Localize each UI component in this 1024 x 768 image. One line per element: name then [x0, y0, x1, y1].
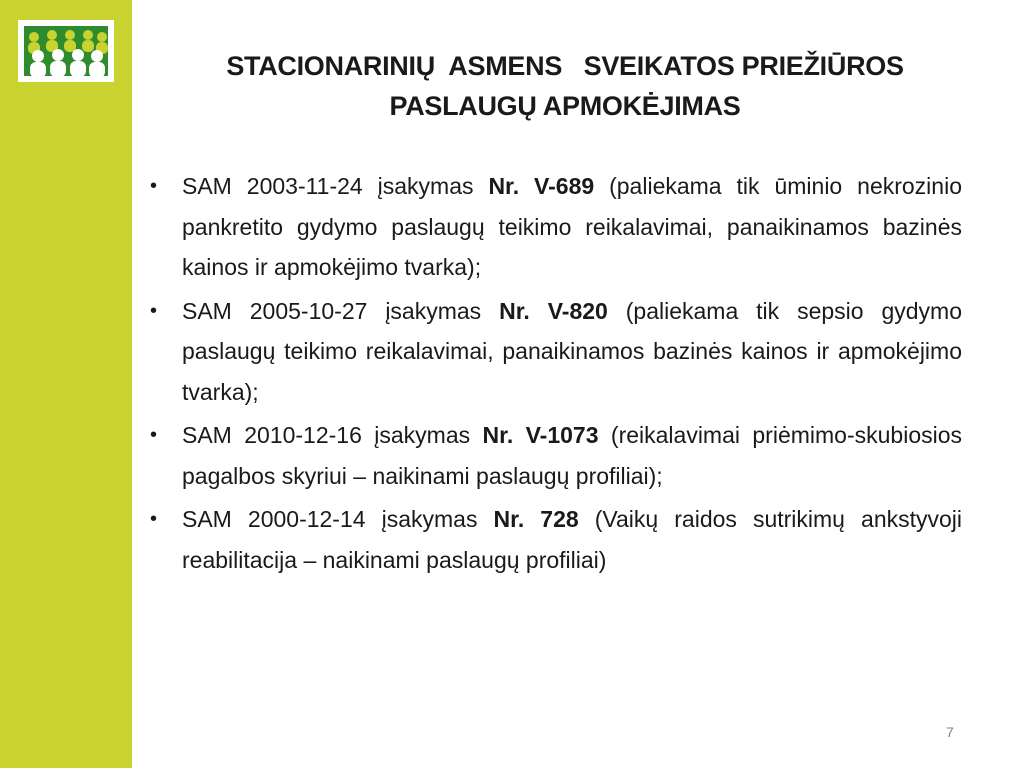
order-number: Nr. V-1073	[482, 422, 599, 448]
slide-title-line-1: STACIONARINIŲ ASMENS SVEIKATOS PRIEŽIŪROS	[226, 51, 904, 81]
left-sidebar-band	[0, 0, 132, 768]
slide-title-line-2: PASLAUGŲ APMOKĖJIMAS	[389, 91, 741, 121]
order-prefix: SAM 2003-11-24 įsakymas	[182, 173, 489, 199]
people-group-icon-graphic	[24, 26, 108, 76]
bullet-list	[150, 166, 962, 583]
order-prefix: SAM 2010-12-16 įsakymas	[182, 422, 483, 448]
order-number: Nr. V-689	[488, 173, 595, 199]
bullet-icon: •	[150, 508, 158, 530]
people-group-icon	[24, 26, 108, 76]
bullet-icon: •	[150, 175, 158, 197]
list-item	[150, 166, 962, 288]
order-description: (paliekama tik ūminio nekrozinio pankretito gydymo paslaugų teikimo reikalavimai, panaikinamos bazinės kainos ir apmokėjimo tvarka);	[182, 173, 962, 280]
order-prefix: SAM 2000-12-14 įsakymas	[182, 506, 494, 532]
slide-title	[140, 46, 990, 126]
list-item	[150, 291, 962, 413]
order-prefix: SAM 2005-10-27 įsakymas	[182, 297, 500, 324]
logo	[18, 20, 114, 82]
order-description: (reikalavimai priėmimo-skubiosios pagalbos skyriui – naikinami paslaugų profiliai);	[182, 422, 963, 489]
order-number: Nr. 728	[493, 506, 579, 532]
list-item	[150, 415, 962, 496]
list-item	[150, 499, 962, 580]
bullet-icon: •	[150, 299, 158, 322]
order-number: Nr. V-820	[499, 297, 608, 324]
page-number: 7	[946, 724, 954, 740]
order-description: (Vaikų raidos sutrikimų ankstyvoji reabilitacija – naikinami paslaugų profiliai)	[182, 506, 963, 573]
order-description: (paliekama tik sepsio gydymo paslaugų teikimo reikalavimai, panaikinamos bazinės kainos ir apmokėjimo tvarka);	[182, 297, 963, 405]
bullet-icon: •	[150, 424, 158, 446]
